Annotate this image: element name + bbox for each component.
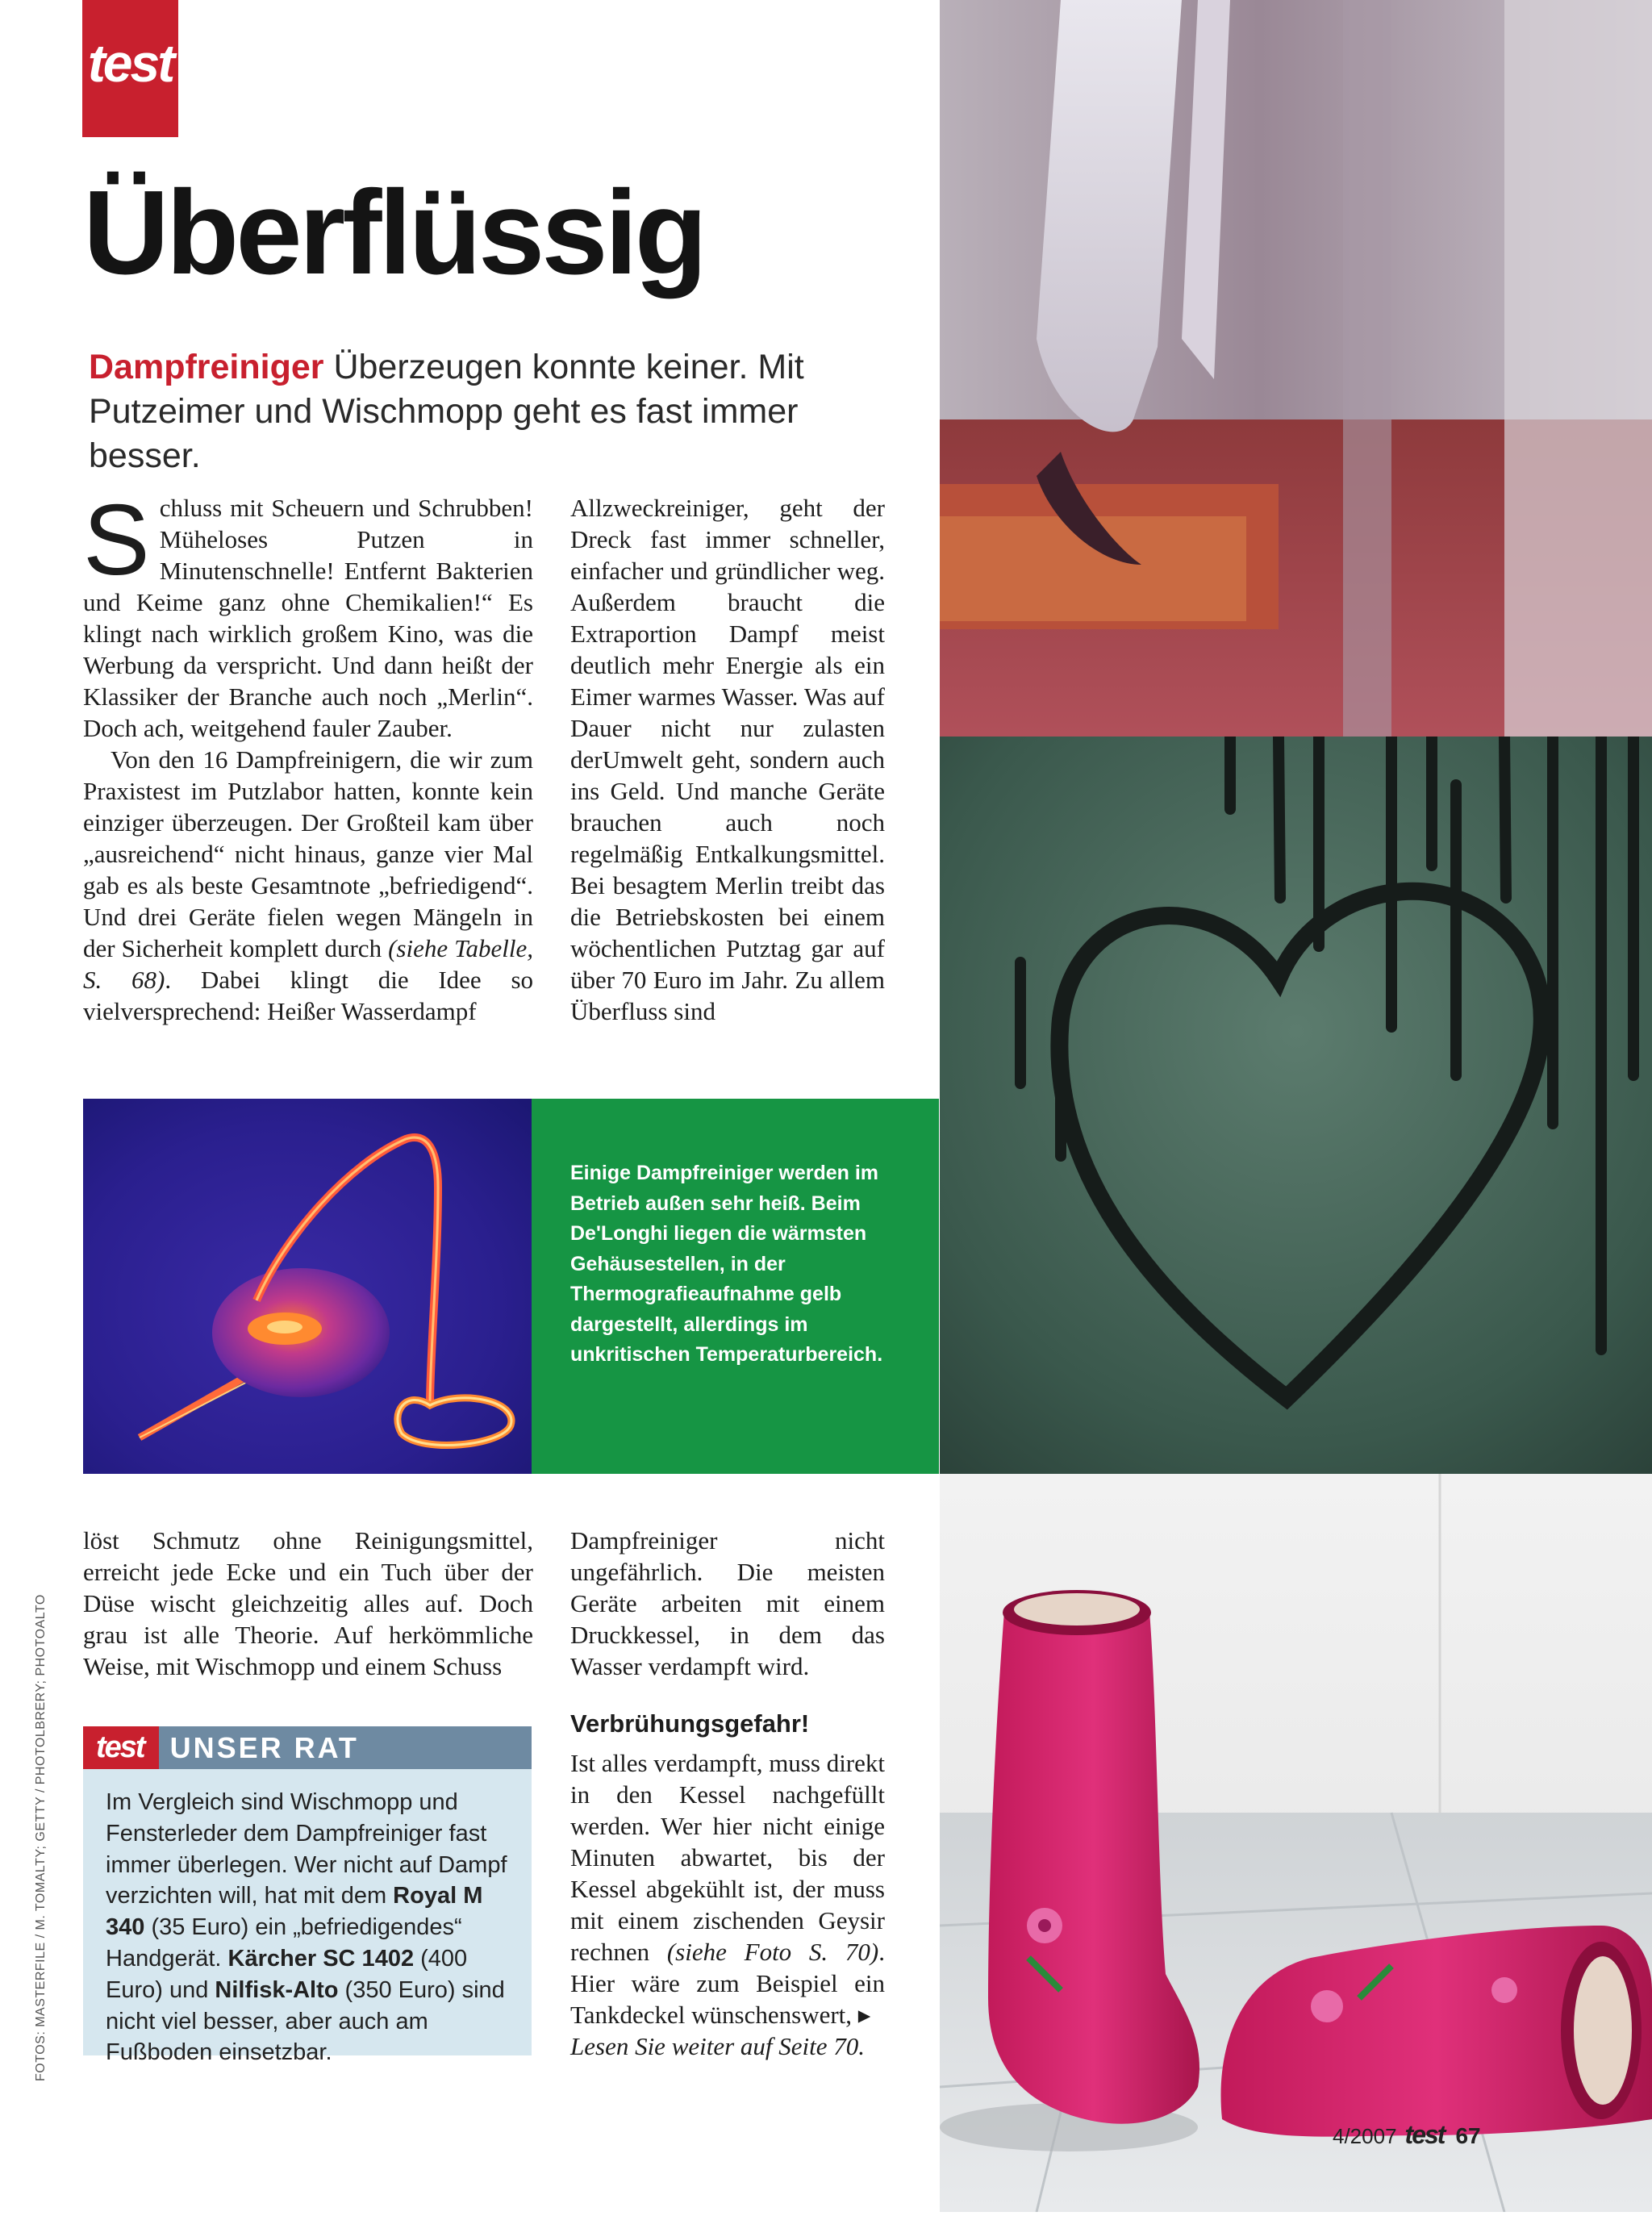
body-column-4: [570, 1525, 885, 2062]
advice-title: UNSER RAT: [169, 1730, 359, 1764]
paragraph-intro-text: chluss mit Scheuern und Schrubben! Müheloses Putzen in Minutenschnelle! Entfernt Bakterien und Keime ganz ohne Chemikalien!“ Es klingt nach wirklich großem Kino, was die Werbung da verspricht. Und dann heißt der Klassiker der Branche auch noch „Merlin“. Doch ach, weitgehend fauler Zauber.: [83, 494, 533, 742]
table-reference: (siehe Tabelle, S. 68): [83, 934, 534, 994]
advice-text: [106, 1787, 509, 2068]
issue-number: 4/2007: [1333, 2124, 1397, 2148]
drop-cap: S: [83, 485, 150, 596]
paragraph-col3: löst Schmutz ohne Reinigungsmittel, erreicht jede Ecke und ein Tuch über der Düse wischt gleichzeitig alles auf. Doch grau ist alle Theorie. Auf herkömmliche Weise, mit Wischmopp und einem Schuss: [83, 1526, 533, 1680]
paragraph-two-text-a: Von den 16 Dampfreinigern, die wir zum Praxistest im Putzlabor hatten, konnte kein einziger überzeugen. Der Großteil kam über „ausreichend“ nicht hinaus, ganze vier Mal gab es als beste Gesamtnote „befriedigend“. Und drei Geräte fielen wegen Mängeln in der Sicherheit komplett durch: [83, 745, 533, 962]
advice-product-kaercher: Kärcher SC 1402: [227, 1945, 415, 1972]
paragraph-intro: [83, 485, 533, 744]
advice-header: [83, 1726, 532, 1769]
photo-caption-box: [532, 1099, 939, 1474]
advice-product-royal: Royal M 340: [106, 1883, 483, 1941]
advice-text-3: (400 Euro) und: [106, 1945, 468, 2003]
paragraph-col4c-text: . Hier wäre zum Beispiel ein Tankdeckel wünschenswert, ▸: [570, 1938, 885, 2029]
body-column-3: [83, 1525, 533, 1682]
paragraph-two: [83, 744, 533, 1027]
advice-text-1: Im Vergleich sind Wischmopp und Fensterleder dem Dampfreiniger fast immer überlegen. Wer nicht auf Dampf verzichten will, hat mit dem: [106, 1789, 507, 1909]
body-column-1: [83, 485, 534, 1027]
continued-link[interactable]: Lesen Sie weiter auf Seite 70.: [570, 2032, 866, 2060]
advice-text-4: (350 Euro) sind nicht viel besser, aber auch am Fußboden einsetzbar.: [106, 1976, 505, 2066]
photo-reference: (siehe Foto S. 70): [666, 1938, 879, 1966]
advice-product-nilfisk: Nilfisk-Alto: [215, 1976, 339, 2003]
photo-mop-detail: [940, 0, 1652, 737]
advice-box: [83, 1769, 532, 2066]
paragraph-two-text-b: . Dabei klingt die Idee so vielversprechend: Heißer Wasserdampf: [83, 966, 534, 1025]
paragraph-col2: Allzweckreiniger, geht der Dreck fast immer schneller, einfacher und gründlicher weg. Außerdem braucht die Extraportion Dampf meist deutlich mehr Energie als ein Eimer warmes Wasser. Was auf Dauer nicht nur zulasten derUmwelt geht, sondern auch ins Geld. Und manche Geräte brauchen auch noch regelmäßig Entkalkungsmittel. Bei besagtem Merlin treibt das die Betriebskosten bei einem wöchentlichen Putztag gar auf über 70 Euro im Jahr. Zu allem Überfluss sind: [570, 494, 885, 1025]
test-logo: [82, 0, 178, 137]
page-number: 67: [1455, 2123, 1481, 2148]
article-deck: [89, 345, 912, 478]
advice-logo: test: [83, 1726, 159, 1769]
paragraph-col4b-text: Ist alles verdampft, muss direkt in den Kessel nachgefüllt werden. Wer hier nicht einige Minuten abwartet, bis der Kessel abgekühlt ist, der muss mit einem zischenden Geysir rechnen: [570, 1749, 885, 1966]
footer-logo: test: [1404, 2120, 1445, 2149]
photo-caption: Einige Dampfreiniger werden im Betrieb außen sehr heiß. Beim De'Longhi liegen die wärmsten Gehäusestellen, in der Thermografieaufnahme gelb dargestellt, allerdings im unkritischen Temperaturbereich.: [570, 1162, 883, 1366]
page-footer: [1333, 2120, 1481, 2150]
photo-credits: FOTOS: MASTERFILE / M. TOMALTY; GETTY / PHOTOLBRERY; PHOTOALTO: [34, 1594, 48, 2081]
article-title: Überflüssig: [83, 166, 705, 299]
body-column-2: [570, 492, 885, 1027]
paragraph-col4a: Dampfreiniger nicht ungefährlich. Die meisten Geräte arbeiten mit einem Druckkessel, in dem das Wasser verdampft wird.: [570, 1526, 885, 1680]
deck-keyword: Dampfreiniger: [89, 348, 324, 386]
thermography-photo: [83, 1099, 532, 1474]
photo-heart-on-glass: [940, 737, 1652, 1474]
paragraph-col4b: [570, 1747, 885, 2062]
deck-text: Überzeugen konnte keiner. Mit Putzeimer und Wischmopp geht es fast immer besser.: [89, 348, 804, 475]
photo-rubber-boots: [940, 1474, 1652, 2212]
test-logo-text: test: [87, 33, 173, 93]
subhead-scalding: Verbrühungsgefahr!: [570, 1709, 810, 1738]
advice-text-2: (35 Euro) ein „befriedigendes“ Handgerät.: [106, 1914, 462, 1972]
